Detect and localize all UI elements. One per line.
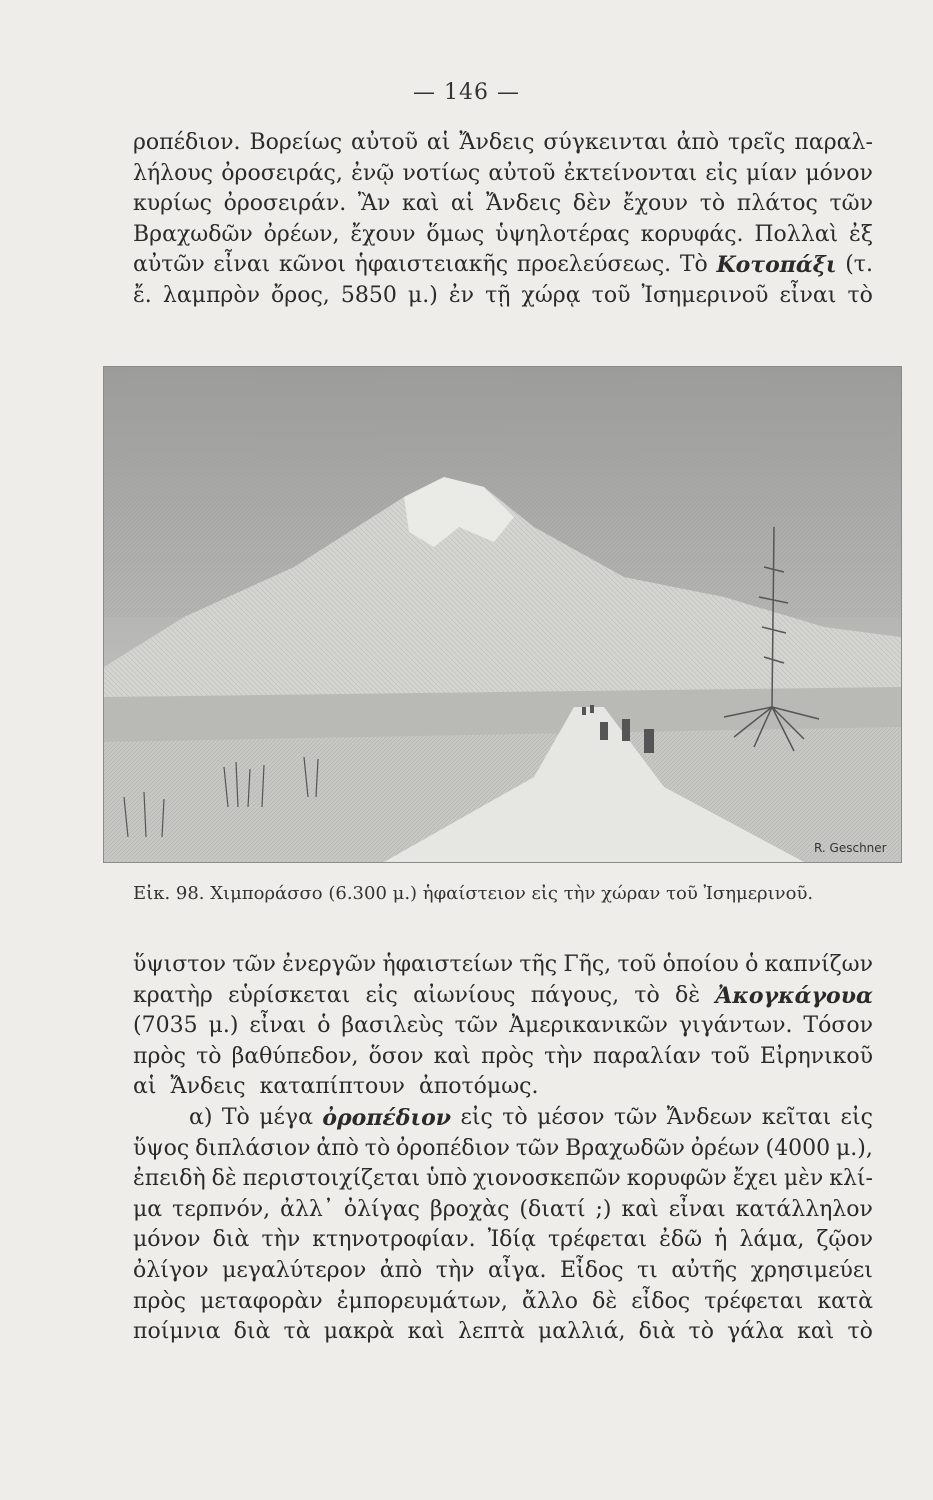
word: λαμπρὸν bbox=[162, 282, 260, 308]
word: τὸ bbox=[688, 1319, 714, 1345]
word: μέγα bbox=[259, 1104, 313, 1130]
word: χρησιμεύει bbox=[750, 1257, 873, 1283]
word: λάμα, bbox=[739, 1227, 805, 1253]
word: ἐν bbox=[448, 282, 475, 308]
word: μέσον bbox=[537, 1104, 605, 1130]
word: ὀρέων bbox=[690, 1135, 760, 1161]
word: Ἀμερικανικῶν bbox=[509, 1013, 668, 1039]
word: ἀπὸ bbox=[316, 1135, 359, 1161]
word: μ.) bbox=[208, 1013, 239, 1039]
word: (7035 bbox=[133, 1013, 198, 1039]
word: μακρὰ bbox=[323, 1319, 395, 1345]
word: καὶ bbox=[621, 1196, 659, 1222]
word: ἔχουν bbox=[350, 221, 416, 247]
word: γάλα bbox=[727, 1319, 784, 1345]
word: ἐδῶ bbox=[659, 1227, 703, 1253]
word: μίαν bbox=[745, 160, 798, 186]
word: μα bbox=[133, 1196, 163, 1222]
word: τῶν bbox=[613, 1104, 658, 1130]
word: τοῦ bbox=[617, 952, 657, 977]
text-line bbox=[133, 1287, 873, 1318]
text-line bbox=[133, 189, 873, 220]
word: τοῦ bbox=[591, 282, 631, 308]
word: ἐπειδὴ bbox=[133, 1166, 206, 1192]
text-line bbox=[133, 1042, 873, 1073]
word: τῶν bbox=[515, 1135, 560, 1161]
word: μόνον bbox=[805, 160, 873, 186]
word: (διατί bbox=[519, 1196, 586, 1222]
word: τὸ bbox=[634, 982, 660, 1008]
word: ἀπὸ bbox=[676, 130, 720, 155]
word: χώρᾳ bbox=[521, 282, 581, 308]
word: διπλάσιον bbox=[195, 1135, 311, 1161]
word: Ἄνδεων bbox=[666, 1104, 753, 1130]
word: κρατὴρ bbox=[133, 982, 213, 1008]
word: δὲν bbox=[572, 191, 612, 217]
word: διὰ bbox=[233, 1319, 271, 1345]
word: ροπέδιον. bbox=[133, 130, 241, 155]
word: τῆς bbox=[519, 952, 558, 977]
word: ἐξ bbox=[849, 221, 873, 247]
word: προελεύσεως. bbox=[516, 252, 672, 278]
word: τὸ bbox=[699, 191, 726, 217]
word: ποίμνια bbox=[133, 1319, 221, 1345]
word: πλάτος bbox=[736, 191, 818, 217]
word: Ἰδίᾳ bbox=[487, 1227, 536, 1253]
word: Βραχωδῶν bbox=[565, 1135, 685, 1161]
word: βασιλεὺς bbox=[341, 1013, 444, 1039]
text-line bbox=[133, 220, 873, 251]
word: εἶναι bbox=[668, 1196, 726, 1222]
word: καὶ bbox=[407, 1319, 445, 1345]
word: Ἄνδεις bbox=[459, 130, 535, 155]
word: καὶ bbox=[433, 1043, 471, 1069]
word: πρὸς bbox=[480, 1043, 534, 1069]
text-line bbox=[133, 159, 873, 190]
text-line bbox=[133, 1103, 873, 1134]
word: εἰς bbox=[705, 160, 738, 186]
word: Βραχωδῶν bbox=[133, 221, 253, 247]
word: κλί- bbox=[829, 1166, 873, 1192]
word: βαθύπεδον, bbox=[231, 1043, 359, 1069]
word: διὰ bbox=[212, 1227, 250, 1253]
word: Ἰσημερινοῦ bbox=[641, 282, 769, 308]
word: εἶναι bbox=[249, 1013, 307, 1039]
word: σύγκεινται bbox=[543, 130, 668, 155]
word: διὰ bbox=[638, 1319, 676, 1345]
word: κεῖται bbox=[761, 1104, 832, 1130]
word: ἀποτόμως. bbox=[418, 1074, 539, 1100]
word: κτηνοτροφίαν. bbox=[312, 1227, 476, 1253]
word: περιστοιχίζεται bbox=[242, 1166, 421, 1192]
word: αἶγα. bbox=[488, 1257, 547, 1283]
word: Ἀκογκάγουα bbox=[715, 982, 873, 1009]
word: καὶ bbox=[797, 1319, 835, 1345]
word: Κοτοπάξι bbox=[716, 252, 837, 279]
word: πρὸς bbox=[133, 1288, 186, 1314]
text-line bbox=[133, 1195, 873, 1226]
word: μεταφορὰν bbox=[200, 1288, 323, 1314]
word: α) bbox=[189, 1104, 213, 1130]
word: τοῦ bbox=[710, 1043, 750, 1069]
word: ὁποίου bbox=[662, 952, 739, 977]
word: καταπίπτουν bbox=[259, 1074, 405, 1100]
word: Τὸ bbox=[679, 252, 708, 278]
word: ὀλίγας bbox=[343, 1196, 420, 1222]
word: αἱ bbox=[133, 1074, 157, 1100]
word: τὸ bbox=[502, 1104, 528, 1130]
word: καπνίζων bbox=[764, 952, 873, 977]
word: ὀρέων, bbox=[263, 221, 340, 247]
word: αἱ bbox=[426, 130, 451, 155]
word: (4000 bbox=[765, 1135, 831, 1161]
word: τρέφεται bbox=[704, 1288, 804, 1314]
word: ὀροπέδιον bbox=[396, 1135, 510, 1161]
word: Εἰρηνικοῦ bbox=[759, 1043, 873, 1069]
word: τι bbox=[637, 1257, 658, 1283]
word: ;) bbox=[595, 1196, 612, 1222]
word: ἡφαιστειακῆς bbox=[354, 252, 509, 278]
word: ὑπὸ bbox=[426, 1166, 468, 1192]
word: ἐμπορευμάτων, bbox=[336, 1288, 508, 1314]
word: τῶν bbox=[829, 191, 873, 217]
word: (τ. bbox=[845, 252, 873, 278]
word: εἰς bbox=[840, 1104, 873, 1130]
word: ὄρος, bbox=[271, 282, 330, 308]
word: γιγάντων. bbox=[678, 1013, 793, 1039]
word: ἡ bbox=[714, 1227, 728, 1253]
text-line bbox=[133, 1225, 873, 1256]
word: καὶ bbox=[402, 191, 440, 217]
word: αὐτοῦ bbox=[350, 130, 419, 155]
word: τρέφεται bbox=[548, 1227, 647, 1253]
text-line bbox=[133, 281, 873, 312]
word: μ.) bbox=[407, 282, 438, 308]
word: εἶναι bbox=[779, 282, 837, 308]
word: Τόσον bbox=[803, 1013, 873, 1039]
word: τῶν bbox=[232, 952, 276, 977]
word: ἐνεργῶν bbox=[282, 952, 377, 977]
word: τὸ bbox=[847, 1319, 873, 1345]
word: ἄλλο bbox=[522, 1288, 578, 1314]
text-line bbox=[133, 1317, 873, 1348]
word: πρὸς bbox=[133, 1043, 186, 1069]
word: τῶν bbox=[454, 1013, 499, 1039]
word: εἰς bbox=[365, 982, 398, 1008]
word: ὑψηλοτέρας bbox=[495, 221, 630, 247]
word: τὸ bbox=[196, 1043, 222, 1069]
word: αὐτῆς bbox=[671, 1257, 738, 1283]
word: μαλλιά, bbox=[537, 1319, 626, 1345]
word: αὐτῶν bbox=[133, 252, 205, 278]
word: ὅμως bbox=[426, 221, 485, 247]
word: κῶνοι bbox=[279, 252, 346, 278]
word: νοτίως bbox=[402, 160, 481, 186]
text-line bbox=[133, 1011, 873, 1042]
word: κορυφῶν bbox=[626, 1166, 727, 1192]
text-line bbox=[133, 250, 873, 281]
word: ἡφαιστείων bbox=[382, 952, 514, 977]
word: δὲ bbox=[592, 1288, 618, 1314]
word: μὲν bbox=[783, 1166, 824, 1192]
word: ὀλίγον bbox=[133, 1257, 209, 1283]
word: παραλίαν bbox=[592, 1043, 701, 1069]
word: ἀπὸ bbox=[379, 1257, 423, 1283]
text-line bbox=[133, 1256, 873, 1287]
word: τερπνόν, bbox=[172, 1196, 271, 1222]
word: ἔχει bbox=[732, 1166, 778, 1192]
word: μεγαλύτερον bbox=[222, 1257, 367, 1283]
mountain-landscape-engraving bbox=[104, 367, 901, 862]
word: ζῷον bbox=[816, 1227, 873, 1253]
text-line bbox=[133, 1134, 873, 1165]
word: ἐκτείνονται bbox=[563, 160, 698, 186]
word: ὕψιστον bbox=[133, 952, 227, 977]
word: τῇ bbox=[485, 282, 511, 308]
word: ἔ. bbox=[133, 282, 152, 308]
word: Πολλαὶ bbox=[754, 221, 839, 247]
word: αἱ bbox=[450, 191, 475, 217]
word: τὴν bbox=[261, 1227, 301, 1253]
word: δὲ bbox=[211, 1166, 237, 1192]
word: εἶδος bbox=[631, 1288, 691, 1314]
word: κατάλληλον bbox=[735, 1196, 873, 1222]
page-number: — 146 — bbox=[413, 80, 520, 105]
word: λεπτὰ bbox=[457, 1319, 525, 1345]
text-block-bottom bbox=[133, 950, 873, 1348]
word: ὅσον bbox=[368, 1043, 424, 1069]
text-line bbox=[133, 981, 873, 1012]
word: εἰς bbox=[460, 1104, 493, 1130]
word: ἔχουν bbox=[622, 191, 689, 217]
word: εἶναι bbox=[213, 252, 271, 278]
artist-signature: R. Geschner bbox=[814, 841, 887, 855]
word: μόνον bbox=[133, 1227, 201, 1253]
word: τὸ bbox=[847, 282, 873, 308]
word: ἀλλ᾽ bbox=[280, 1196, 334, 1222]
word: ὀροσειράς, bbox=[221, 160, 343, 186]
word: 5850 bbox=[340, 282, 397, 308]
word: λήλους bbox=[133, 160, 214, 186]
word: τὴν bbox=[544, 1043, 583, 1069]
word: Τὸ bbox=[221, 1104, 250, 1130]
word: χιονοσκεπῶν bbox=[473, 1166, 621, 1192]
text-line bbox=[133, 1164, 873, 1195]
word: Γῆς, bbox=[563, 952, 612, 977]
word: ὀροπέδιον bbox=[322, 1104, 452, 1131]
word: μ.), bbox=[836, 1135, 873, 1161]
text-line bbox=[133, 950, 873, 981]
word: ὁ bbox=[317, 1013, 331, 1039]
figure-illustration bbox=[103, 366, 902, 863]
text-line bbox=[133, 1072, 873, 1103]
word: δὲ bbox=[675, 982, 701, 1008]
word: κορυφάς. bbox=[640, 221, 744, 247]
word: τρεῖς bbox=[728, 130, 786, 155]
word: ἐνῷ bbox=[351, 160, 395, 186]
word: κατὰ bbox=[817, 1288, 873, 1314]
word: τὴν bbox=[435, 1257, 475, 1283]
word: ὕψος bbox=[133, 1135, 190, 1161]
word: βροχὰς bbox=[430, 1196, 510, 1222]
word: Ἄνδεις bbox=[170, 1074, 246, 1100]
word: Βορείως bbox=[249, 130, 343, 155]
word: Ἂν bbox=[357, 191, 391, 217]
word: τὸ bbox=[364, 1135, 391, 1161]
word: Εἶδος bbox=[560, 1257, 624, 1283]
word: αἰωνίους bbox=[413, 982, 516, 1008]
word: εὑρίσκεται bbox=[228, 982, 351, 1008]
word: ὀροσειράν. bbox=[223, 191, 347, 217]
word: παραλ- bbox=[794, 130, 873, 155]
word: τὰ bbox=[283, 1319, 311, 1345]
text-line bbox=[133, 128, 873, 159]
word: κυρίως bbox=[133, 191, 212, 217]
word: ὁ bbox=[745, 952, 759, 977]
word: αὐτοῦ bbox=[488, 160, 556, 186]
figure-caption: Εἰκ. 98. Χιμποράσσο (6.300 μ.) ἡφαίστειον εἰς τὴν χώραν τοῦ Ἰσημερινοῦ. bbox=[133, 883, 814, 904]
word: πάγους, bbox=[530, 982, 620, 1008]
text-block-top bbox=[133, 128, 873, 312]
word: Ἄνδεις bbox=[486, 191, 562, 217]
